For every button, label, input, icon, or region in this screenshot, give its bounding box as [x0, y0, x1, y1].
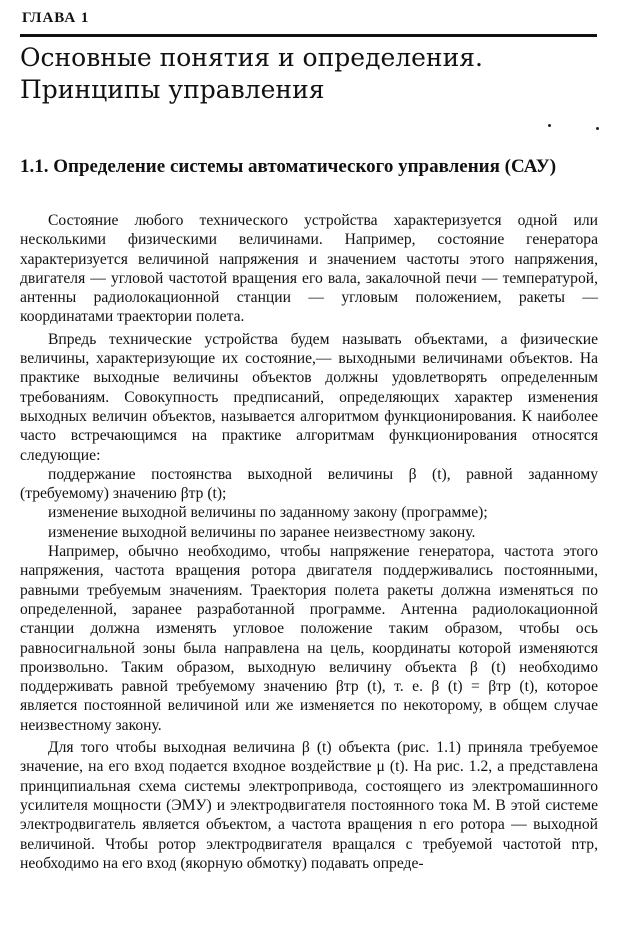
section-title: Определение системы автоматического управления (САУ) [53, 156, 557, 177]
body-text [20, 211, 598, 873]
paragraph: Для того чтобы выходная величина β (t) объекта (рис. 1.1) приняла требуемое значение, на его вход подается входное воздействие μ (t). На рис. 1.2, а представлена принципиальная схема системы электропривода, состоящего из электромашинного усилителя мощности (ЭМУ) и электродвигателя постоянного тока М. В этой системе электродвигатель является объектом, а частота вращения n его ротора — выходной величиной. Чтобы ротор электродвигателя вращался с требуемой частотой nтр, необходимо на его вход (якорную обмотку) подавать опреде- [20, 739, 598, 872]
scan-speck [548, 124, 551, 127]
chapter-title: Основные понятия и определения. Принципы управления [20, 43, 483, 104]
paragraph: Например, обычно необходимо, чтобы напряжение генератора, частота этого напряжения, частота вращения ротора двигателя поддерживались постоянными, равными требуемым значениям. Траектория полета ракеты должна изменяться по определенной, заранее разработанной программе. Антенна радиолокационной станции должна изменять угловое положение таким образом, чтобы ось равносигнальной зоны была направлена на цель, координаты которой изменяются произвольно. Таким образом, выходную величину объекта β (t) необходимо поддерживать равной требуемому значению βтр (t), т. е. β (t) = βтр (t), которое является постоянной величиной или же изменяется по некоторому, в общем случае неизвестному закону. [20, 543, 598, 734]
paragraph: Состояние любого технического устройства характеризуется одной или несколькими физическими величинами. Например, состояние генератора характеризуется величиной напряжения и значением частоты этого напряжения, двигателя — угловой частотой вращения его вала, закалочной печи — температурой, антенны радиолокационной станции — угловым положением, ракеты — координатами траектории полета. [20, 212, 598, 326]
list-item: поддержание постоянства выходной величины β (t), равной заданному (требуемому) значению βтр (t); [20, 465, 598, 503]
section-heading [20, 155, 580, 179]
paragraph: Впредь технические устройства будем называть объектами, а физические величины, характеризующие их состояние,— выходными величинами объектов. На практике выходные величины объектов должны удовлетворять определенным требованиям. Совокупность предписаний, определяющих характер изменения выходных величин объектов, называется алгоритмом функционирования. К наиболее часто встречающимся на практике алгоритмам функционирования относятся следующие: [20, 330, 598, 464]
list-item: изменение выходной величины по заранее неизвестному закону. [48, 523, 476, 541]
list-item: изменение выходной величины по заданному закону (программе); [48, 504, 488, 522]
chapter-rule [20, 34, 597, 37]
scan-speck [596, 127, 599, 130]
section-number: 1.1. [20, 156, 49, 177]
chapter-label: ГЛАВА 1 [22, 10, 90, 26]
